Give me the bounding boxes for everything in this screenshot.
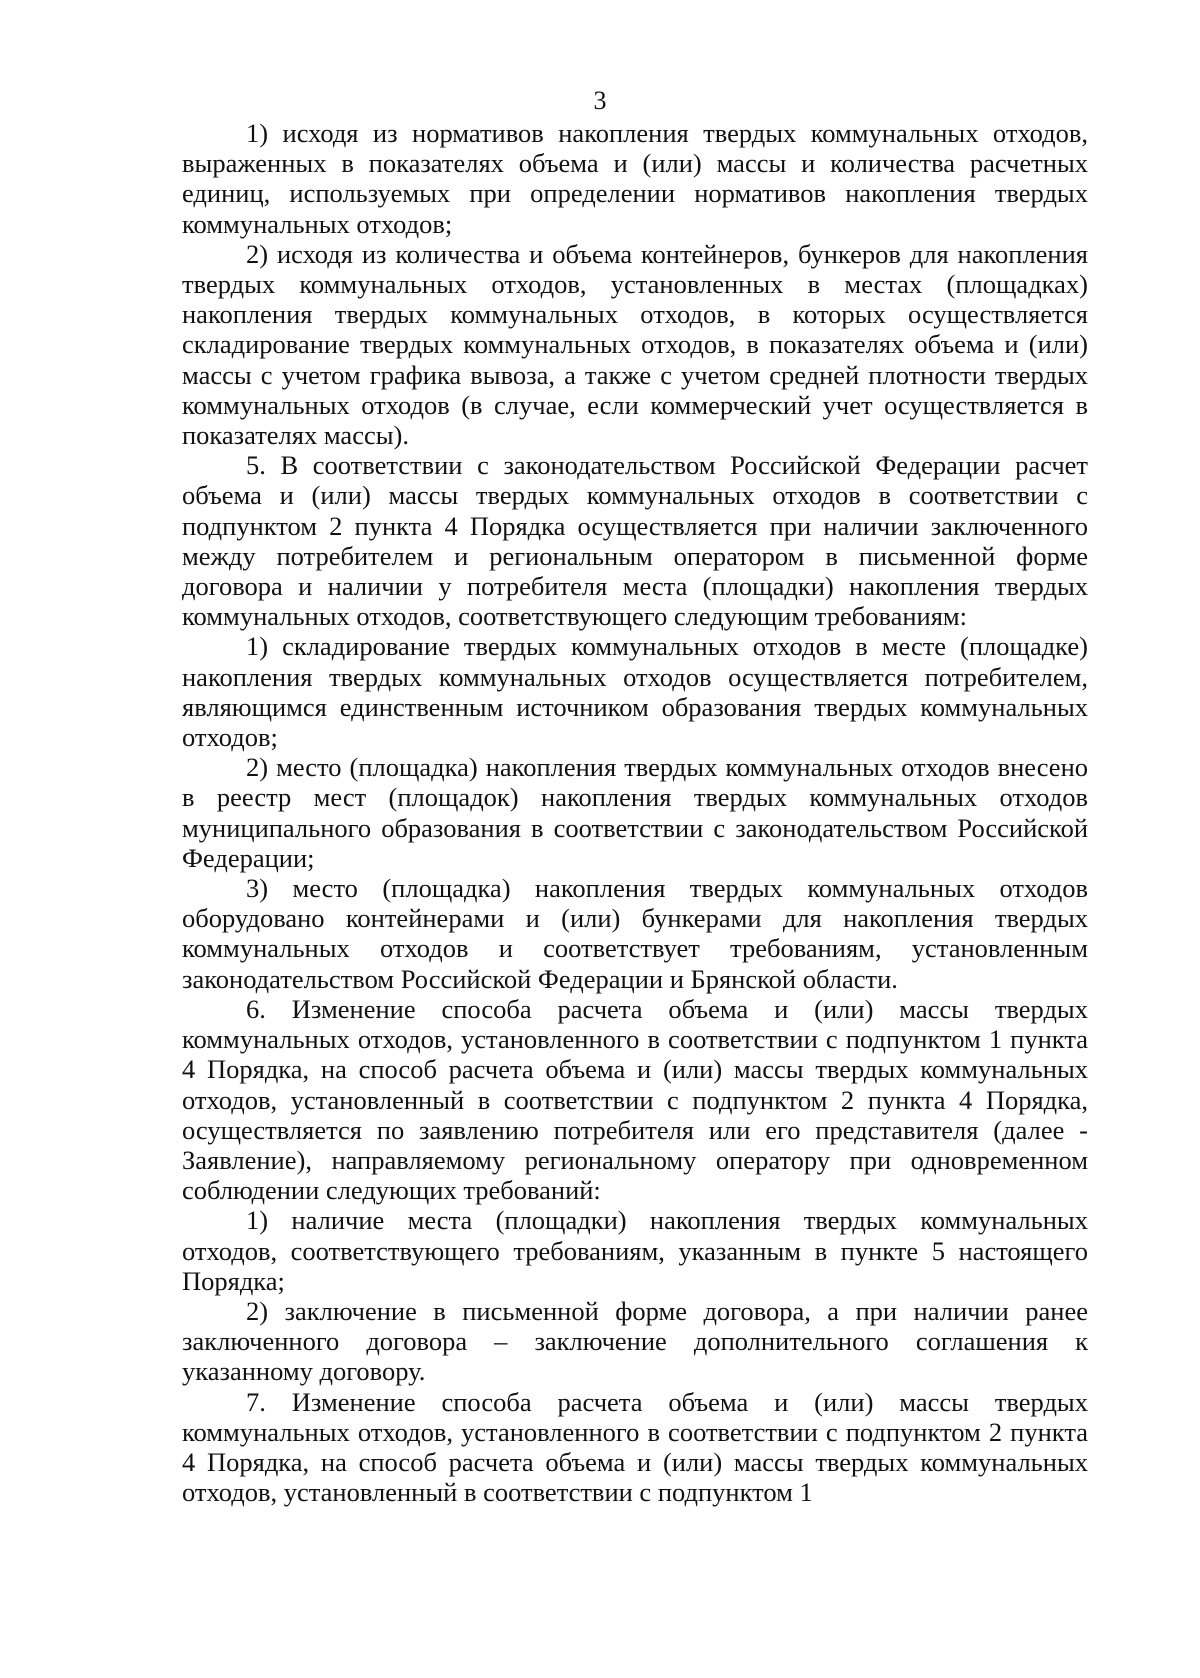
paragraph-clause-6: 6. Изменение способа расчета объема и (или) массы твердых коммунальных отходов, установленного в соответствии с подпунктом 1 пункта 4 Порядка, на способ расчета объема и (или) массы твердых коммунальных отходов, установленный в соответствии с подпунктом 2 пункта 4 Порядка, осуществляется по заявлению потребителя или его представителя (далее - Заявление), направляемому региональному оператору при одновременном соблюдении следующих требований: bbox=[182, 993, 1088, 1206]
paragraph-clause-5-item-3: 3) место (площадка) накопления твердых коммунальных отходов оборудовано контейнерами и (или) бункерами для накопления твердых коммунальных отходов и соответствует требованиям, установленным законодательством Российской Федерации и Брянской области. bbox=[182, 873, 1088, 994]
paragraph-clause-7: 7. Изменение способа расчета объема и (или) массы твердых коммунальных отходов, установленного в соответствии с подпунктом 2 пункта 4 Порядка, на способ расчета объема и (или) массы твердых коммунальных отходов, установленный в соответствии с подпунктом 1 bbox=[182, 1386, 1088, 1508]
document-body bbox=[182, 118, 1088, 1507]
paragraph-item-1: 1) исходя из нормативов накопления твердых коммунальных отходов, выраженных в показателях объема и (или) массы и количества расчетных единиц, используемых при определении нормативов накопления твердых коммунальных отходов; bbox=[182, 118, 1088, 239]
paragraph-item-2: 2) исходя из количества и объема контейнеров, бункеров для накопления твердых коммунальных отходов, установленных в местах (площадках) накопления твердых коммунальных отходов, в которых осуществляется складирование твердых коммунальных отходов, в показателях объема и (или) массы с учетом графика вывоза, а также с учетом средней плотности твердых коммунальных отходов (в случае, если коммерческий учет осуществляется в показателях массы). bbox=[182, 238, 1088, 451]
paragraph-clause-5-item-2: 2) место (площадка) накопления твердых коммунальных отходов внесено в реестр мест (площадок) накопления твердых коммунальных отходов муниципального образования в соответствии с законодательством Российской Федерации; bbox=[182, 752, 1088, 873]
page-number: 3 bbox=[593, 86, 607, 115]
paragraph-clause-5: 5. В соответствии с законодательством Российской Федерации расчет объема и (или) массы твердых коммунальных отходов в соответствии с подпунктом 2 пункта 4 Порядка осуществляется при наличии заключенного между потребителем и региональным оператором в письменной форме договора и наличии у потребителя места (площадки) накопления твердых коммунальных отходов, соответствующего следующим требованиям: bbox=[182, 450, 1088, 632]
paragraph-clause-6-item-2: 2) заключение в письменной форме договора, а при наличии ранее заключенного договора – заключение дополнительного соглашения к указанному договору. bbox=[182, 1295, 1088, 1387]
paragraph-clause-5-item-1: 1) складирование твердых коммунальных отходов в месте (площадке) накопления твердых коммунальных отходов осуществляется потребителем, являющимся единственным источником образования твердых коммунальных отходов; bbox=[182, 631, 1088, 753]
paragraph-clause-6-item-1: 1) наличие места (площадки) накопления твердых коммунальных отходов, соответствующего требованиям, указанным в пункте 5 настоящего Порядка; bbox=[182, 1205, 1088, 1296]
